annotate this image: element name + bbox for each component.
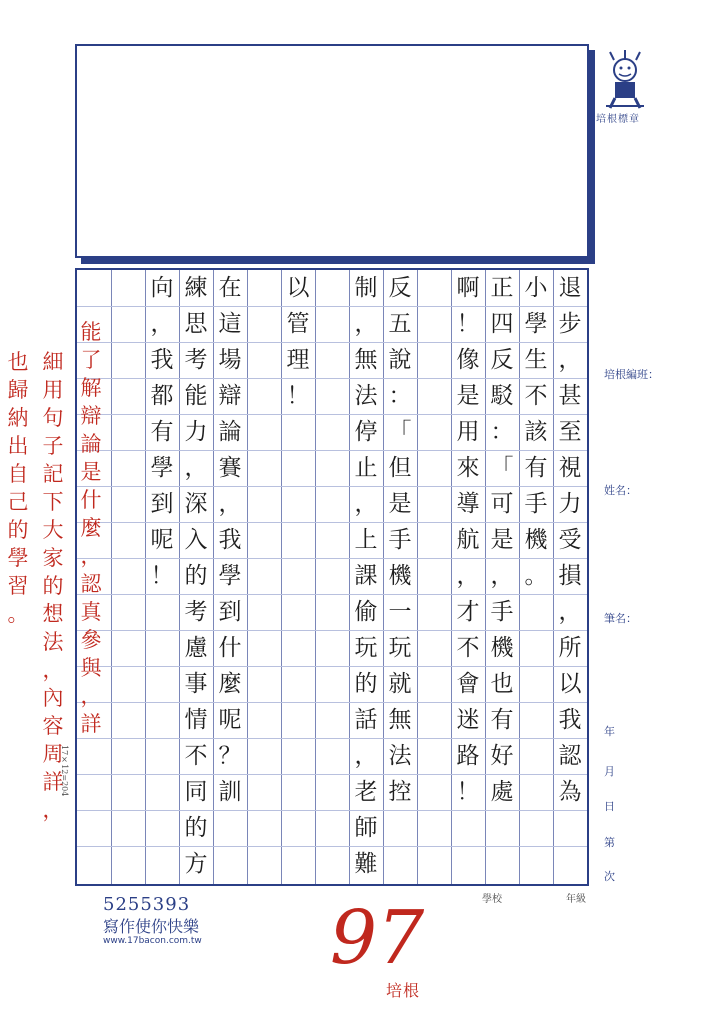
essay-char: 制 (354, 275, 378, 301)
essay-char: 什 (218, 635, 242, 661)
comment-char: 法 (42, 630, 64, 654)
comment-char: 詳 (80, 712, 102, 736)
score: 97 (330, 895, 425, 981)
grid-column-line (417, 270, 418, 884)
essay-char: ！ (150, 563, 174, 589)
essay-char: 法 (388, 743, 412, 769)
essay-char: 說 (388, 347, 412, 373)
essay-char: 以 (286, 275, 310, 301)
essay-char: 是 (388, 491, 412, 517)
essay-char: 視 (558, 455, 582, 481)
essay-char: 導 (456, 491, 480, 517)
grid-row-line (77, 522, 587, 523)
comment-char: 的 (7, 518, 29, 542)
bacon-stamp: 培根 (386, 981, 421, 1000)
essay-char: ， (456, 563, 480, 589)
essay-char: 以 (558, 671, 582, 697)
essay-char: 學 (218, 563, 242, 589)
essay-char: 的 (184, 815, 208, 841)
essay-char: 到 (150, 491, 174, 517)
essay-char: ！ (456, 311, 480, 337)
essay-char: 五 (388, 311, 412, 337)
grid-column-line (145, 270, 146, 884)
essay-char: 話 (354, 707, 378, 733)
essay-char: 訓 (218, 779, 242, 805)
comment-char: 麼 (80, 516, 102, 540)
grid-row-line (77, 306, 587, 307)
manuscript-grid (75, 268, 589, 886)
comment-char: 是 (80, 460, 102, 484)
comment-char: 解 (80, 376, 102, 400)
essay-char: ， (150, 311, 174, 337)
essay-char: 在 (218, 275, 242, 301)
comment-char: 子 (42, 434, 64, 458)
comment-char: 參 (80, 628, 102, 652)
comment-char: 記 (42, 462, 64, 486)
grid-row-line (77, 846, 587, 847)
essay-char: 我 (218, 527, 242, 553)
essay-char: 退 (558, 275, 582, 301)
essay-char: 管 (286, 311, 310, 337)
essay-char: 場 (218, 347, 242, 373)
essay-char: 但 (388, 455, 412, 481)
comment-char: 真 (80, 600, 102, 624)
comment-char: 細 (42, 350, 64, 374)
essay-char: 不 (184, 743, 208, 769)
comment-char: 想 (42, 602, 64, 626)
essay-char: 會 (456, 671, 480, 697)
essay-char: 入 (184, 527, 208, 553)
essay-char: 步 (558, 311, 582, 337)
essay-char: 駁 (490, 383, 514, 409)
class-label: 培根編班： (604, 368, 659, 381)
year-label: 年 (604, 725, 615, 738)
essay-char: 是 (456, 383, 480, 409)
essay-char: 這 (218, 311, 242, 337)
comment-char: 容 (42, 714, 64, 738)
comment-char: 辯 (80, 404, 102, 428)
month-label: 月 (604, 765, 615, 778)
essay-char: 考 (184, 347, 208, 373)
comment-char: 己 (7, 490, 29, 514)
essay-char: 我 (558, 707, 582, 733)
essay-char: 都 (150, 383, 174, 409)
essay-char: 該 (524, 419, 548, 445)
comment-char: 詳 (42, 770, 64, 794)
grade-label: 年級 (566, 894, 586, 905)
grid-column-line (349, 270, 350, 884)
essay-char: 玩 (388, 635, 412, 661)
essay-char: 用 (456, 419, 480, 445)
essay-char: ！ (286, 383, 310, 409)
essay-char: 小 (524, 275, 548, 301)
essay-char: 甚 (558, 383, 582, 409)
essay-char: 停 (354, 419, 378, 445)
comment-char: 也 (7, 350, 29, 374)
comment-char: 的 (42, 574, 64, 598)
grid-row-line (77, 450, 587, 451)
essay-char: 老 (354, 779, 378, 805)
grid-row-line (77, 378, 587, 379)
essay-char: 手 (524, 491, 548, 517)
essay-char: 上 (354, 527, 378, 553)
essay-char: 辯 (218, 383, 242, 409)
logo-caption: 培根標章 (596, 114, 640, 125)
essay-char: ， (184, 455, 208, 481)
essay-char: ， (490, 563, 514, 589)
comment-char: 與 (80, 656, 102, 680)
grid-row-line (77, 738, 587, 739)
grid-row-line (77, 666, 587, 667)
essay-char: 手 (490, 599, 514, 625)
essay-char: 像 (456, 347, 480, 373)
essay-char: 好 (490, 743, 514, 769)
essay-char: 四 (490, 311, 514, 337)
essay-char: 論 (218, 419, 242, 445)
essay-char: 是 (490, 527, 514, 553)
essay-char: 生 (524, 347, 548, 373)
publisher-code: 5255393 (103, 894, 191, 915)
essay-char: 賽 (218, 455, 242, 481)
essay-char: 才 (456, 599, 480, 625)
essay-char: 一 (388, 599, 412, 625)
comment-char: 。 (7, 602, 29, 626)
essay-char: 為 (558, 779, 582, 805)
essay-char: 止 (354, 455, 378, 481)
teacher-comment-line-3 (6, 348, 30, 628)
comment-char: 出 (7, 434, 29, 458)
essay-char: 學 (524, 311, 548, 337)
essay-char: 的 (184, 563, 208, 589)
essay-char: 至 (558, 419, 582, 445)
essay-char: 「 (388, 419, 412, 445)
essay-char: 正 (490, 275, 514, 301)
grid-column-line (247, 270, 248, 884)
essay-char: 迷 (456, 707, 480, 733)
essay-char: ， (558, 599, 582, 625)
essay-char: 航 (456, 527, 480, 553)
essay-char: 考 (184, 599, 208, 625)
essay-char: 來 (456, 455, 480, 481)
comment-char: 認 (80, 572, 102, 596)
essay-char: 偷 (354, 599, 378, 625)
essay-char: 機 (490, 635, 514, 661)
comment-char: 學 (7, 546, 29, 570)
essay-char: 受 (558, 527, 582, 553)
school-label: 學校 (482, 894, 502, 905)
grid-column-line (281, 270, 282, 884)
comment-char: 用 (42, 378, 64, 402)
grid-size: 17×12=204 (60, 745, 69, 797)
essay-char: 有 (490, 707, 514, 733)
grid-row-line (77, 486, 587, 487)
essay-char: 同 (184, 779, 208, 805)
essay-char: 方 (184, 851, 208, 877)
essay-char: 向 (150, 275, 174, 301)
essay-char: 力 (184, 419, 208, 445)
essay-char: 難 (354, 851, 378, 877)
grid-column-line (315, 270, 316, 884)
essay-char: 思 (184, 311, 208, 337)
comment-char: 內 (42, 686, 64, 710)
grid-column-line (553, 270, 554, 884)
essay-char: 呢 (150, 527, 174, 553)
essay-char: 玩 (354, 635, 378, 661)
comment-char: 周 (42, 742, 64, 766)
penname-label: 筆名： (604, 612, 637, 625)
grid-column-line (383, 270, 384, 884)
essay-char: 力 (558, 491, 582, 517)
grid-row-line (77, 810, 587, 811)
grid-column-line (179, 270, 180, 884)
essay-char: 事 (184, 671, 208, 697)
ordinal-label: 第 (604, 836, 615, 849)
grid-column-line (519, 270, 520, 884)
essay-char: 反 (388, 275, 412, 301)
essay-char: 啊 (456, 275, 480, 301)
comment-char: 了 (80, 348, 102, 372)
name-label: 姓名： (604, 484, 637, 497)
comment-char: 什 (80, 488, 102, 512)
essay-char: 控 (388, 779, 412, 805)
essay-char: 可 (490, 491, 514, 517)
essay-char: 機 (388, 563, 412, 589)
comment-char: ， (80, 544, 102, 568)
essay-char: 慮 (184, 635, 208, 661)
grid-row-line (77, 774, 587, 775)
essay-char: 路 (456, 743, 480, 769)
essay-char: 理 (286, 347, 310, 373)
teacher-comment-line-1 (79, 318, 103, 738)
essay-char: 反 (490, 347, 514, 373)
essay-char: 無 (388, 707, 412, 733)
essay-char: 也 (490, 671, 514, 697)
grid-row-line (77, 558, 587, 559)
teacher-comment-line-2 (41, 348, 65, 824)
essay-char: 練 (184, 275, 208, 301)
essay-char: 我 (150, 347, 174, 373)
essay-char: ， (558, 347, 582, 373)
essay-char: 有 (524, 455, 548, 481)
grid-row-line (77, 630, 587, 631)
essay-char: ： (388, 383, 412, 409)
essay-char: 有 (150, 419, 174, 445)
comment-char: 下 (42, 490, 64, 514)
comment-char: 能 (80, 320, 102, 344)
essay-char: 無 (354, 347, 378, 373)
illustration-box (75, 44, 589, 258)
comment-char: ， (42, 798, 64, 822)
essay-char: 的 (354, 671, 378, 697)
essay-char: 「 (490, 455, 514, 481)
comment-char: 習 (7, 574, 29, 598)
essay-char: 。 (524, 563, 548, 589)
publisher-url: www.17bacon.com.tw (103, 936, 202, 946)
essay-char: 能 (184, 383, 208, 409)
comment-char: ， (42, 658, 64, 682)
comment-char: 家 (42, 546, 64, 570)
essay-char: 到 (218, 599, 242, 625)
essay-char: 不 (524, 383, 548, 409)
comment-char: 自 (7, 462, 29, 486)
essay-char: 不 (456, 635, 480, 661)
essay-char: ， (354, 491, 378, 517)
essay-char: ， (354, 743, 378, 769)
comment-char: 句 (42, 406, 64, 430)
publisher-slogan: 寫作使你快樂 (103, 917, 200, 936)
comment-char: 納 (7, 406, 29, 430)
comment-char: 大 (42, 518, 64, 542)
essay-char: 深 (184, 491, 208, 517)
essay-char: 就 (388, 671, 412, 697)
comment-char: ， (80, 684, 102, 708)
comment-char: 歸 (7, 378, 29, 402)
essay-char: 麼 (218, 671, 242, 697)
essay-char: ， (354, 311, 378, 337)
essay-char: ！ (456, 779, 480, 805)
essay-char: 所 (558, 635, 582, 661)
day-label: 日 (604, 800, 615, 813)
grid-row-line (77, 702, 587, 703)
essay-char: 手 (388, 527, 412, 553)
essay-char: 課 (354, 563, 378, 589)
essay-char: 法 (354, 383, 378, 409)
essay-char: 學 (150, 455, 174, 481)
essay-char: ？ (218, 743, 242, 769)
essay-char: 損 (558, 563, 582, 589)
essay-char: 機 (524, 527, 548, 553)
grid-row-line (77, 414, 587, 415)
essay-char: ： (490, 419, 514, 445)
essay-char: ， (218, 491, 242, 517)
grid-column-line (111, 270, 112, 884)
essay-char: 呢 (218, 707, 242, 733)
grid-column-line (213, 270, 214, 884)
grid-row-line (77, 594, 587, 595)
times-label: 次 (604, 870, 615, 883)
essay-char: 師 (354, 815, 378, 841)
grid-column-line (485, 270, 486, 884)
essay-char: 情 (184, 707, 208, 733)
comment-char: 論 (80, 432, 102, 456)
essay-char: 認 (558, 743, 582, 769)
essay-char: 處 (490, 779, 514, 805)
grid-column-line (451, 270, 452, 884)
grid-row-line (77, 342, 587, 343)
